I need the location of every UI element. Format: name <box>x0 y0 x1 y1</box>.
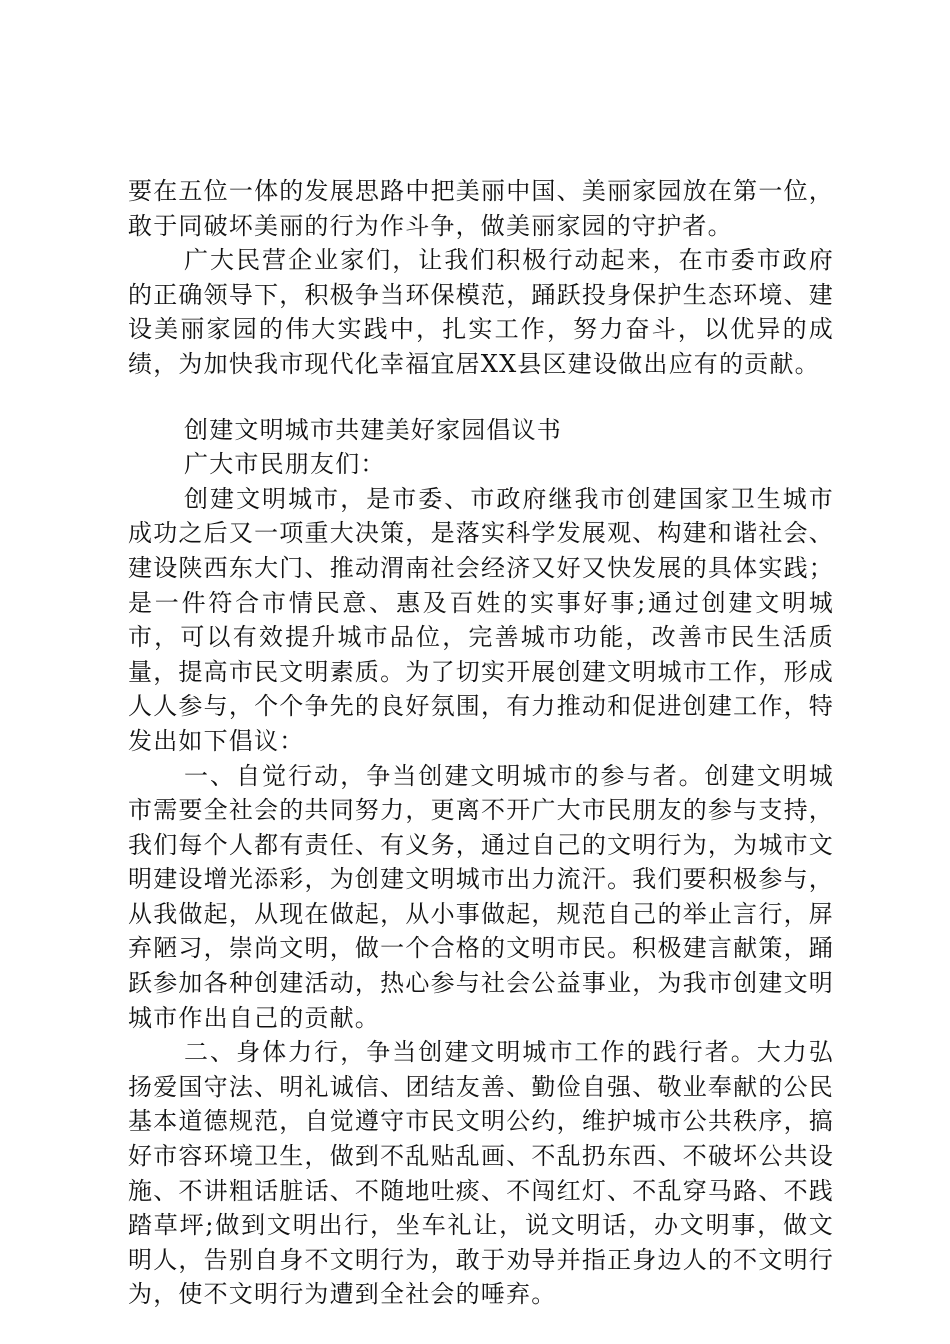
paragraph-continuation: 要在五位一体的发展思路中把美丽中国、美丽家园放在第一位，敢于同破坏美丽的行为作斗争，做美丽家园的守护者。 <box>128 177 834 240</box>
paragraph-intro: 创建文明城市，是市委、市政府继我市创建国家卫生城市成功之后又一项重大决策，是落实科学发展观、构建和谐社会、建设陕西东大门、推动渭南社会经济又好又快发展的具体实践；是一件符合市情民意、惠及百姓的实事好事;通过创建文明城市，可以有效提升城市品位，完善城市功能，改善市民生活质量，提高市民文明素质。为了切实开展创建文明城市工作，形成人人参与，个个争先的良好氛围，有力推动和促进创建工作，特发出如下倡议： <box>128 484 834 755</box>
paragraph-entrepreneurs-call: 广大民营企业家们，让我们积极行动起来，在市委市政府的正确领导下，积极争当环保模范，踊跃投身保护生态环境、建设美丽家园的伟大实践中，扎实工作，努力奋斗，以优异的成绩，为加快我市现代化幸福宜居XX县区建设做出应有的贡献。 <box>128 246 834 378</box>
paragraph-initiative-1: 一、自觉行动，争当创建文明城市的参与者。创建文明城市需要全社会的共同努力，更离不开广大市民朋友的参与支持，我们每个人都有责任、有义务，通过自己的文明行为，为城市文明建设增光添彩，为创建文明城市出力流汗。我们要积极参与，从我做起，从现在做起，从小事做起，规范自己的举止言行，屏弃陋习，崇尚文明，做一个合格的文明市民。积极建言献策，踊跃参加各种创建活动，热心参与社会公益事业，为我市创建文明城市作出自己的贡献。 <box>128 761 834 1032</box>
paragraph-gap <box>128 382 834 413</box>
document-body <box>128 174 834 1312</box>
document-title: 创建文明城市共建美好家园倡议书 <box>184 415 562 444</box>
salutation: 广大市民朋友们： <box>184 450 386 479</box>
paragraph-initiative-2: 二、身体力行，争当创建文明城市工作的践行者。大力弘扬爱国守法、明礼诚信、团结友善、勤俭自强、敬业奉献的公民基本道德规范，自觉遵守市民文明公约，维护城市公共秩序，搞好市容环境卫生，做到不乱贴乱画、不乱扔东西、不破坏公共设施、不讲粗话脏话、不随地吐痰、不闯红灯、不乱穿马路、不践踏草坪;做到文明出行，坐车礼让，说文明话，办文明事，做文明人，告别自身不文明行为，敢于劝导并指正身边人的不文明行为，使不文明行为遭到全社会的唾弃。 <box>128 1038 834 1309</box>
